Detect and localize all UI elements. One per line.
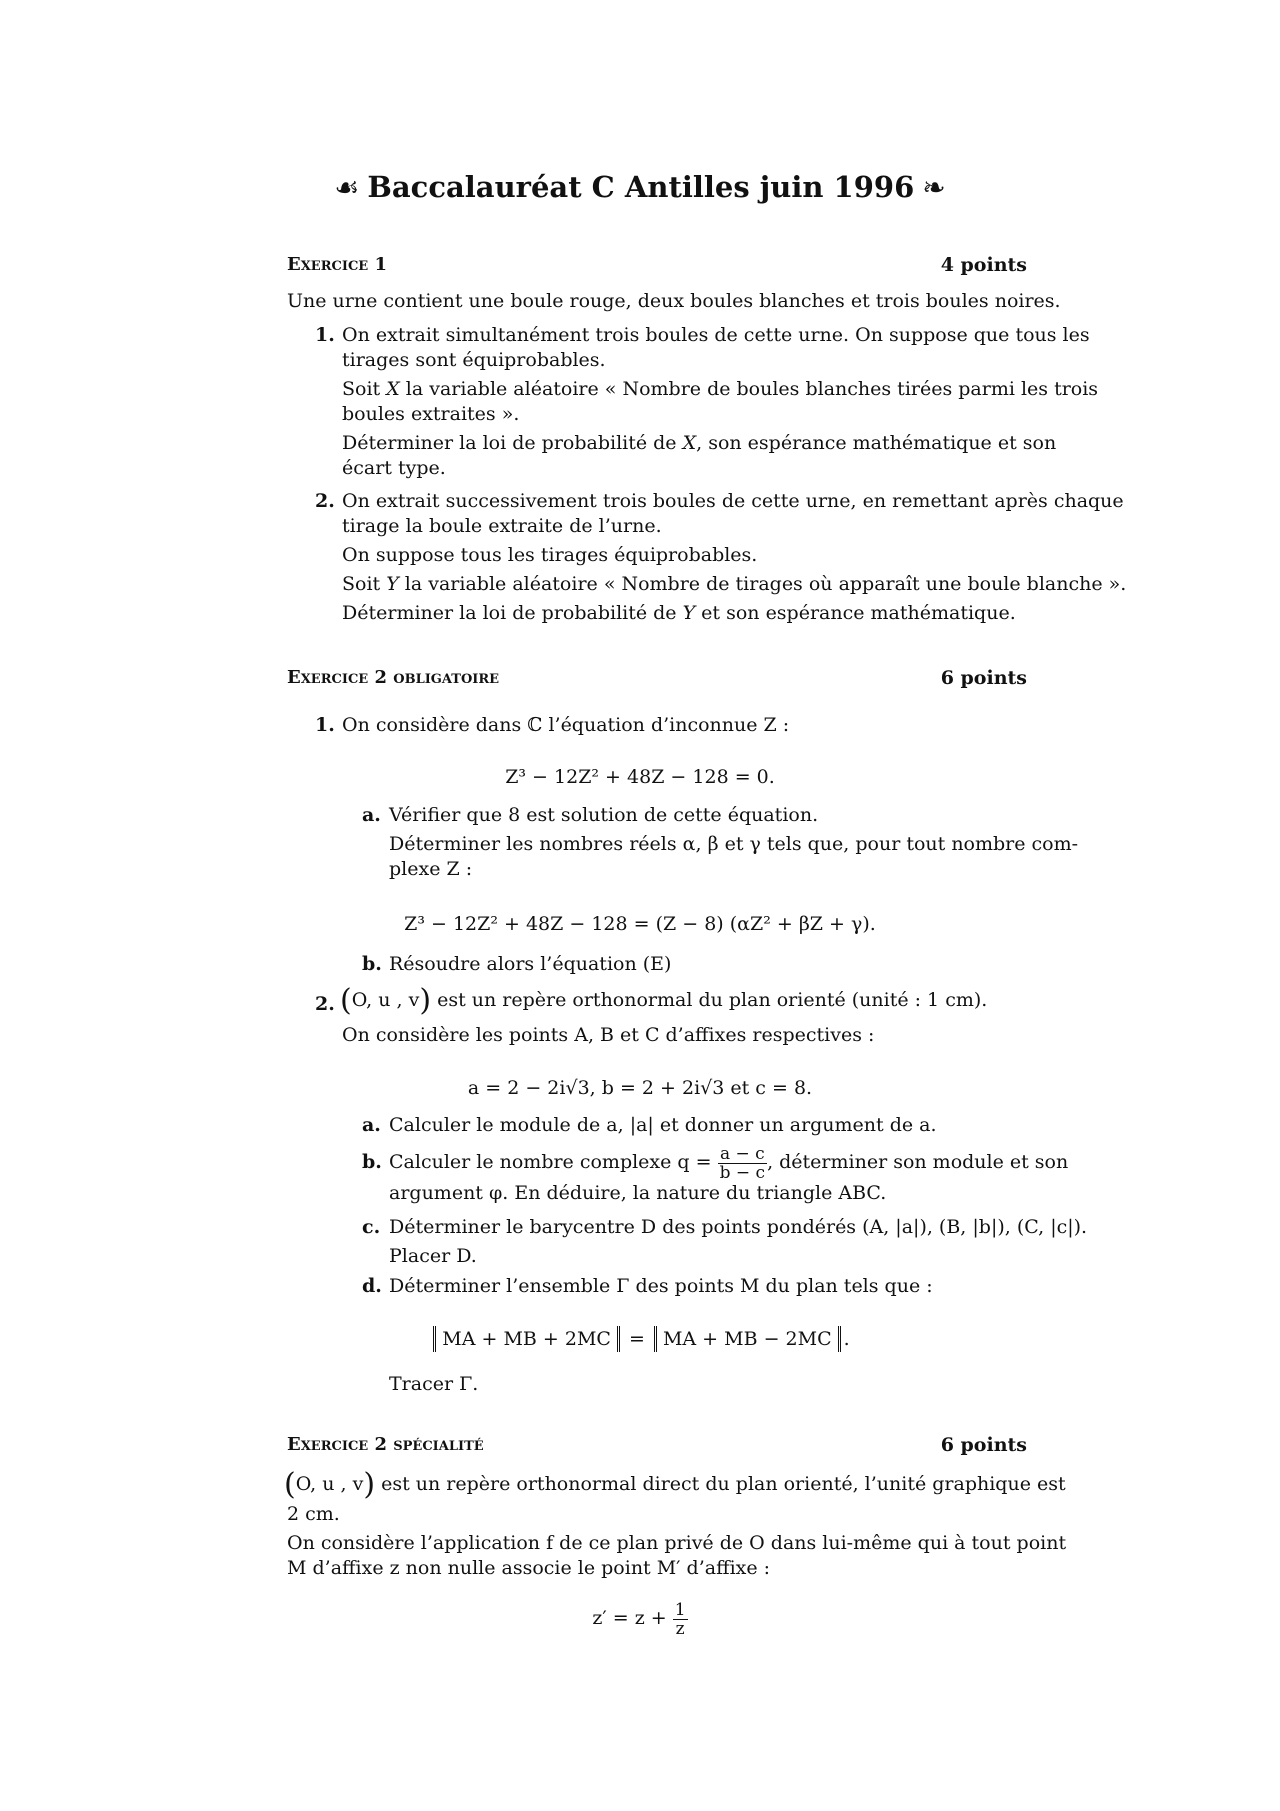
ex1-q1-line3 (342, 377, 1098, 401)
lhs-norm: MA + MB + 2MC (433, 1326, 620, 1352)
ex2-q1a-line3: plexe Z : (389, 858, 473, 880)
paren: ) (419, 983, 432, 1018)
left-ornament-icon: ☙ (334, 171, 360, 204)
paren: ) (363, 1467, 376, 1502)
ex1-q2-number: 2. (315, 490, 335, 512)
frame-label: O, u , v (351, 989, 420, 1011)
text: , déterminer son module et son (767, 1151, 1069, 1173)
ex1-q1-line5 (342, 431, 1056, 455)
exercise-1-header: Exercice 1 (287, 254, 387, 275)
ex2-q2a-text: Calculer le module de a, |a| et donner un argument de a. (389, 1114, 937, 1136)
ex1-q2-line4 (342, 572, 1126, 596)
text: Calculer le nombre complexe q = (389, 1151, 712, 1173)
ex1-q1-line2: tirages sont équiprobables. (342, 349, 606, 371)
ex1-q1-line4: boules extraites ». (342, 403, 520, 425)
ex2-q1b-text: Résoudre alors l’équation (E) (389, 953, 672, 975)
exercise-2-header: Exercice 2 obligatoire (287, 667, 500, 688)
text: Soit (342, 378, 387, 400)
denominator: b − c (719, 1162, 766, 1183)
text: la variable aléatoire « Nombre de boules blanches tirées parmi les trois (399, 378, 1099, 400)
ex1-q2-line2: tirage la boule extraite de l’urne. (342, 515, 662, 537)
ex2-q1-text: On considère dans ℂ l’équation d’inconnue Z : (342, 714, 790, 736)
equation-lhs: z′ = z + (592, 1607, 667, 1629)
title-text: Baccalauréat C Antilles juin 1996 (367, 170, 915, 204)
ex2-equation-2: Z³ − 12Z² + 48Z − 128 = (Z − 8) (αZ² + βZ + γ). (404, 913, 876, 935)
ex2-q1a-line1: Vérifier que 8 est solution de cette équation. (389, 804, 819, 826)
ex2-q1a-line2: Déterminer les nombres réels α, β et γ tels que, pour tout nombre com- (389, 833, 1079, 855)
text: , son espérance mathématique et son (696, 432, 1057, 454)
frame-label: O, u , v (295, 1473, 364, 1495)
fraction (718, 1145, 767, 1182)
text: la variable aléatoire « Nombre de tirages où apparaît une boule blanche ». (398, 573, 1127, 595)
ex2-q2-number: 2. (315, 993, 335, 1015)
ex1-q2-line1: On extrait successivement trois boules de cette urne, en remettant après chaque (342, 490, 1124, 512)
exercise-2-specialty-points: 6 points (940, 1434, 1027, 1456)
ex2-q2d-line2: Tracer Γ. (389, 1373, 479, 1395)
ex2-q2-line1 (340, 983, 988, 1018)
ex2-q1b-label: b. (362, 953, 382, 975)
exercise-2-points: 6 points (940, 667, 1027, 689)
ex2-affixes-equation: a = 2 − 2i√3, b = 2 + 2i√3 et c = 8. (467, 1077, 813, 1099)
ex2-q1a-label: a. (362, 804, 381, 826)
variable: Y (682, 602, 696, 624)
variable: X (682, 432, 697, 454)
ex2-q2d-line1: Déterminer l’ensemble Γ des points M du plan tels que : (389, 1275, 933, 1297)
text: est un repère orthonormal du plan orienté (unité : 1 cm). (437, 989, 988, 1011)
right-ornament-icon: ❧ (922, 171, 946, 204)
ex2s-line1 (284, 1467, 1066, 1502)
ex2-q2b-line1 (389, 1138, 1068, 1186)
text: Déterminer la loi de probabilité de (342, 602, 683, 624)
ex2s-line4: M d’affixe z non nulle associe le point M′ d’affixe : (287, 1557, 771, 1579)
ex1-q1-line1: On extrait simultanément trois boules de cette urne. On suppose que tous les (342, 324, 1090, 346)
ex2-q2a-label: a. (362, 1114, 381, 1136)
ex2-equation-1: Z³ − 12Z² + 48Z − 128 = 0. (505, 766, 775, 788)
ex1-q1-number: 1. (315, 324, 335, 346)
ex2-q2-line2: On considère les points A, B et C d’affixes respectives : (342, 1024, 875, 1046)
text: Déterminer la loi de probabilité de (342, 432, 683, 454)
text: est un repère orthonormal direct du plan orienté, l’unité graphique est (381, 1473, 1066, 1495)
ex1-q2-line3: On suppose tous les tirages équiprobables. (342, 544, 758, 566)
exercise-1-points: 4 points (940, 254, 1027, 276)
ex1-q2-line5 (342, 601, 1016, 625)
text: Soit (342, 573, 387, 595)
variable: X (386, 378, 400, 400)
variable: Y (386, 573, 399, 595)
ex1-q1-line6: écart type. (342, 457, 446, 479)
exercise-2-specialty-header: Exercice 2 spécialité (287, 1434, 484, 1455)
page-title (0, 170, 1280, 204)
ex2s-line3: On considère l’application f de ce plan privé de O dans lui-même qui à tout point (287, 1532, 1067, 1554)
text: et son espérance mathématique. (695, 602, 1016, 624)
ex2-q2c-line1: Déterminer le barycentre D des points pondérés (A, |a|), (B, |b|), (C, |c|). (389, 1216, 1088, 1238)
denominator: z (675, 1618, 685, 1639)
ex2-q2c-label: c. (362, 1216, 381, 1238)
paren: ( (340, 983, 352, 1018)
ex2-q2b-label: b. (362, 1151, 382, 1173)
ex2-q2b-line2: argument φ. En déduire, la nature du triangle ABC. (389, 1182, 887, 1204)
fraction (673, 1601, 688, 1638)
ex2s-equation (0, 1590, 1280, 1646)
ex2s-line2: 2 cm. (287, 1503, 340, 1525)
numerator: a − c (718, 1145, 767, 1164)
ex2-q2c-line2: Placer D. (389, 1245, 477, 1267)
exercise-1-intro: Une urne contient une boule rouge, deux boules blanches et trois boules noires. (287, 290, 1061, 312)
paren: ( (284, 1467, 296, 1502)
ex2-q2d-label: d. (362, 1275, 382, 1297)
ex2-norm-equation: MA + MB + 2MC = MA + MB − 2MC . (0, 1326, 1280, 1352)
numerator: 1 (674, 1599, 686, 1620)
ex2-q1-number: 1. (315, 714, 335, 736)
rhs-norm: MA + MB − 2MC (654, 1326, 841, 1352)
